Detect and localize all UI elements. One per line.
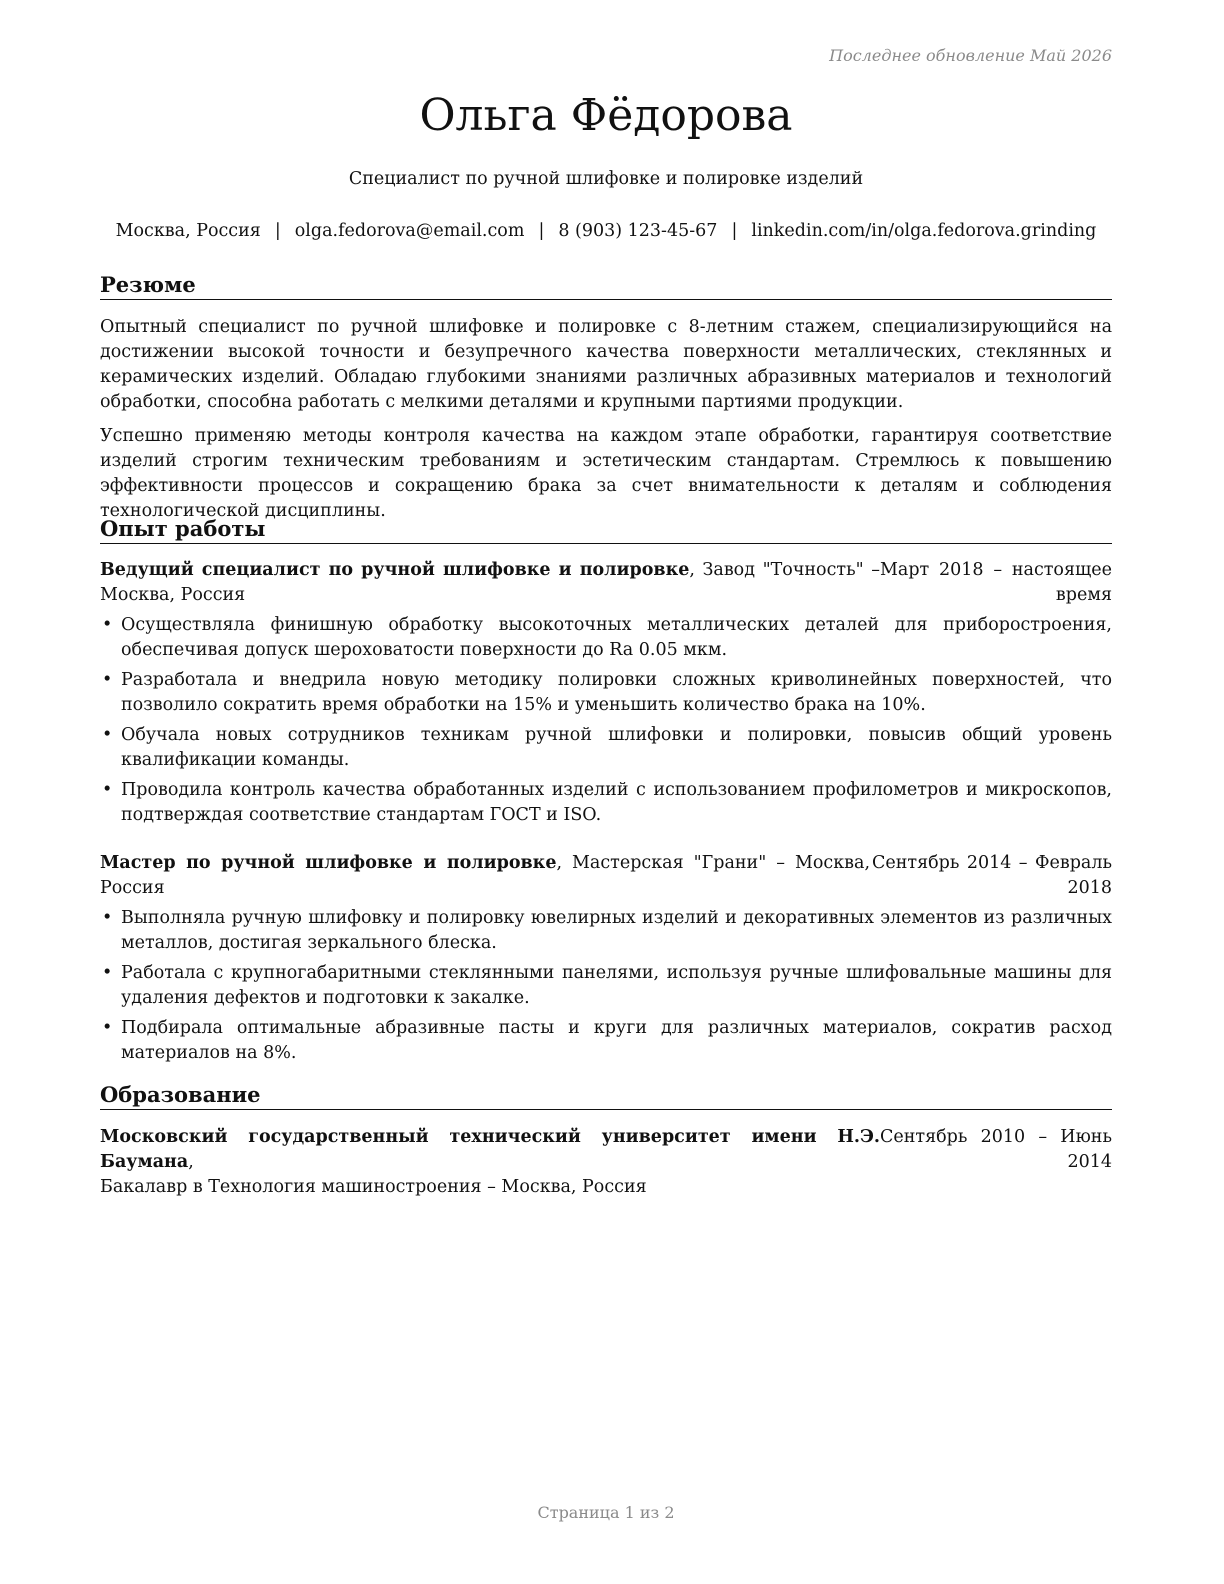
job-dates-line: время [1055,585,1112,605]
contact-separator: | [538,221,545,241]
job-header [100,558,1112,608]
job-role: Ведущий специалист по ручной шлифовке и полировке [100,560,690,580]
list-item: • Подбирала оптимальные абразивные пасты и круги для различных материалов, сократив расход материалов на 8%. [100,1016,1112,1066]
job-dates [880,558,1112,608]
contact-linkedin[interactable]: linkedin.com/in/olga.fedorova.grinding [751,221,1097,241]
job-company: , Завод "Точность" – [689,560,880,580]
contact-separator: | [274,221,281,241]
job-location: Москва, Россия [100,585,246,605]
job-header [100,851,1112,901]
job-company: , Мастерская "Грани" – Москва, Россия [100,853,871,898]
last-updated: Последнее обновление Май 2026 [829,46,1112,65]
list-item: • Разработала и внедрила новую методику полировки сложных криволинейных поверхностей, что позволило сократить время обработки на 15% и уменьшить количество брака на 10%. [100,668,1112,718]
section-heading-summary: Резюме [100,271,1112,300]
job-title-line [100,558,880,608]
education-degree: Бакалавр в Технология машиностроения – Москва, Россия [100,1177,647,1197]
person-name: Ольга Фёдорова [419,90,793,141]
summary-paragraph: Успешно применяю методы контроля качества на каждом этапе обработки, гарантируя соответствие изделий строгим техническим требованиям и эстетическим стандартам. Стремлюсь к повышению эффективности процессов и сокращению брака за счет внимательности к деталям и соблюдения технологической дисциплины. [100,426,1112,521]
page-footer: Страница 1 из 2 [537,1503,675,1522]
list-item: • Выполняла ручную шлифовку и полировку ювелирных изделий и декоративных элементов из различных металлов, достигая зеркального блеска. [100,906,1112,956]
education-title-line: Московский государственный технический университет имени Н.Э. Баумана, Бакалавр в Технология машиностроения – Москва, Россия [100,1125,880,1200]
job-title-line [100,851,870,901]
job-bullets [100,906,1112,1071]
contact-line [80,219,1132,244]
list-item: • Работала с крупногабаритными стеклянными панелями, используя ручные шлифовальные машины для удаления дефектов и подготовки к закалке. [100,961,1112,1011]
education-institution: Московский государственный технический университет имени Н.Э. Баумана [100,1127,880,1172]
job-dates-line: 2018 [1067,878,1112,898]
job-bullets [100,613,1112,833]
contact-phone[interactable]: 8 (903) 123-45-67 [558,221,718,241]
education-dates-line: Сентябрь 2010 – Июнь [880,1127,1112,1147]
list-item: • Проводила контроль качества обработанных изделий с использованием профилометров и микроскопов, подтверждая соответствие стандартам ГОСТ и ISO. [100,778,1112,828]
summary-paragraph: Опытный специалист по ручной шлифовке и полировке с 8-летним стажем, специализирующийся на достижении высокой точности и безупречного качества поверхности металлических, стеклянных и керамических изделий. Обладаю глубокими знаниями различных абразивных материалов и технологий обработки, способна работать с мелкими деталями и крупными партиями продукции. [100,317,1112,412]
education-dates [880,1125,1112,1175]
job-dates-line: Март 2018 – настоящее [880,560,1112,580]
list-item: • Осуществляла финишную обработку высокоточных металлических деталей для приборостроения, обеспечивая допуск шероховатости поверхности до Ra 0.05 мкм. [100,613,1112,663]
education-entry [100,1125,1112,1197]
contact-separator: | [731,221,738,241]
job-role: Мастер по ручной шлифовке и полировке [100,853,557,873]
job-dates [872,851,1112,901]
job-dates-line: Сентябрь 2014 – Февраль [872,853,1112,873]
section-heading-experience: Опыт работы [100,515,1112,544]
contact-email[interactable]: olga.fedorova@email.com [294,221,525,241]
section-heading-education: Образование [100,1081,1112,1110]
list-item: • Обучала новых сотрудников техникам ручной шлифовки и полировки, повысив общий уровень квалификации команды. [100,723,1112,773]
job-title: Специалист по ручной шлифовке и полировке изделий [348,169,864,189]
contact-location: Москва, Россия [115,221,261,241]
education-dates-line: 2014 [1067,1152,1112,1172]
